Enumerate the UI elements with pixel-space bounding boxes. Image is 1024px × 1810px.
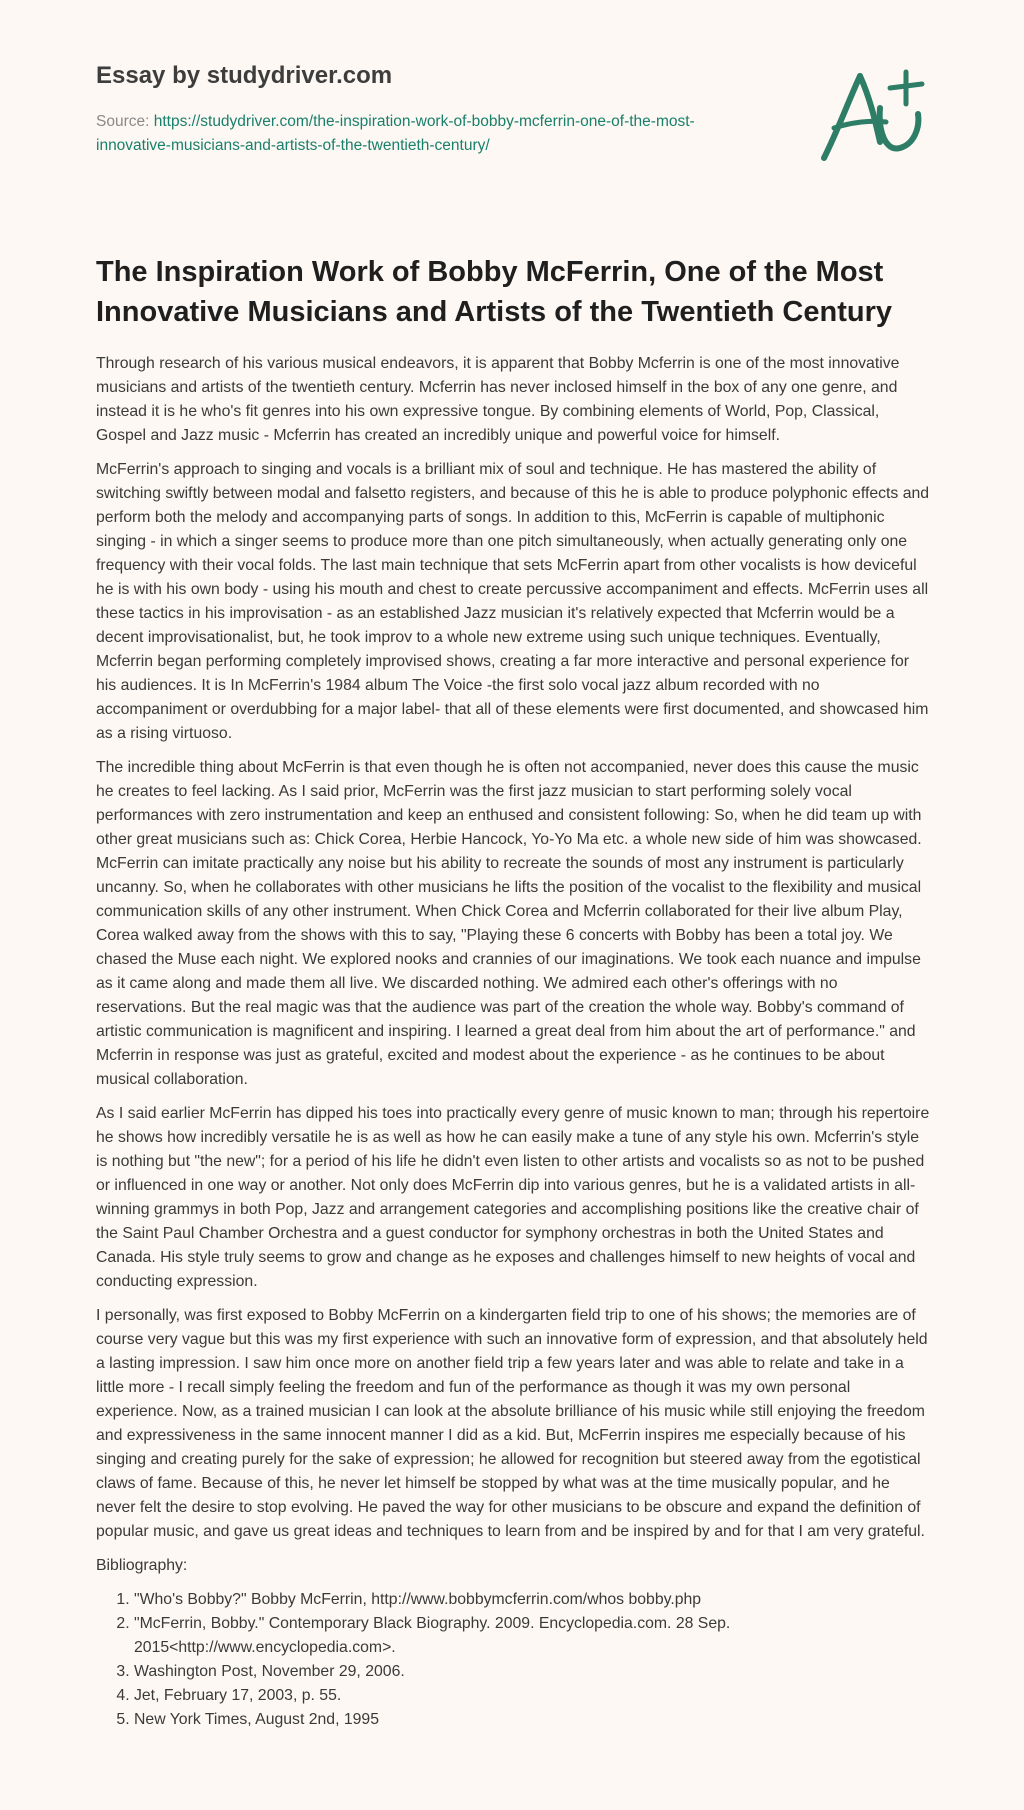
site-title: Essay by studydriver.com — [96, 62, 393, 89]
bibliography-heading: Bibliography: — [96, 1557, 188, 1574]
essay-body — [96, 352, 930, 1732]
source-label: Source: — [96, 113, 154, 130]
bibliography-list — [96, 1588, 930, 1732]
site-header — [96, 0, 930, 180]
source-link[interactable]: https://studydriver.com/the-inspiration-work-of-bobby-mcferrin-one-of-the-most-innovative-musicians-and-artists-of-the-twentieth-century/ — [96, 113, 695, 154]
paragraph: McFerrin's approach to singing and vocals is a brilliant mix of soul and technique. He has mastered the ability of switching swiftly between modal and falsetto registers, and because of this he is able to produce polyphonic effects and perform both the melody and accompanying parts of songs. In addition to this, McFerrin is capable of multiphonic singing - in which a singer seems to produce more than one pitch simultaneously, when actually generating only one frequency with their vocal folds. The last main technique that sets McFerrin apart from other vocalists is how deviceful he is with his own body - using his mouth and chest to create percussive accompaniment and effects. McFerrin uses all these tactics in his improvisation - as an established Jazz musician it's relatively expected that Mcferrin would be a decent improvisationalist, but, he took improv to a whole new extreme using such unique techniques. Eventually, Mcferrin began performing completely improvised shows, creating a far more interactive and personal experience for his audiences. It is In McFerrin's 1984 album The Voice -the first solo vocal jazz album recorded with no accompaniment or overdubbing for a major label- that all of these elements were first documented, and showcased him as a rising virtuoso. — [96, 461, 930, 742]
bibliography-item: 5. New York Times, August 2nd, 1995 — [134, 1708, 930, 1732]
a-plus-logo-icon — [820, 68, 930, 168]
essay-title: The Inspiration Work of Bobby McFerrin, One of the Most Innovative Musicians and Artists of the Twentieth Century — [96, 256, 892, 328]
bibliography-item: 3. Washington Post, November 29, 2006. — [134, 1660, 930, 1684]
paragraph: I personally, was first exposed to Bobby McFerrin on a kindergarten field trip to one of his shows; the memories are of course very vague but this was my first experience with such an innovative form of expression, and that absolutely held a lasting impression. I saw him once more on another field trip a few years later and was able to relate and take in a little more - I recall simply feeling the freedom and fun of the performance as though it was my own personal experience. Now, as a trained musician I can look at the absolute brilliance of his music while still enjoying the freedom and expressiveness in the same innocent manner I did as a kid. But, McFerrin inspires me especially because of his singing and creating purely for the sake of expression; he allowed for recognition but steered away from the egotistical claws of fame. Because of this, he never let himself be stopped by what was at the time musically popular, and he never felt the desire to stop evolving. He paved the way for other musicians to be obscure and expand the definition of popular music, and gave us great ideas and techniques to learn from and be inspired by and for that I am very grateful. — [96, 1307, 928, 1540]
paragraph: The incredible thing about McFerrin is that even though he is often not accompanied, never does this cause the music he creates to feel lacking. As I said prior, McFerrin was the first jazz musician to start performing solely vocal performances with zero instrumentation and keep an enthused and consistent following: So, when he did team up with other great musicians such as: Chick Corea, Herbie Hancock, Yo-Yo Ma etc. a whole new side of him was showcased. McFerrin can imitate practically any noise but his ability to recreate the sounds of most any instrument is particularly uncanny. So, when he collaborates with other musicians he lifts the position of the vocalist to the flexibility and musical communication skills of any other instrument. When Chick Corea and Mcferrin collaborated for their live album Play, Corea walked away from the shows with this to say, "Playing these 6 concerts with Bobby has been a total joy. We chased the Muse each night. We explored nooks and crannies of our imaginations. We took each nuance and impulse as it came along and made them all live. We discarded nothing. We admired each other's offerings with no reservations. But the real magic was that the audience was part of the creation the whole way. Bobby's command of artistic communication is magnificent and inspiring. I learned a great deal from him about the art of performance." and Mcferrin in response was just as grateful, excited and modest about the experience - as he continues to be about musical collaboration. — [96, 759, 922, 1088]
bibliography-item: 2. "McFerrin, Bobby." Contemporary Black Biography. 2009. Encyclopedia.com. 28 Sep. 2015<http://www.encyclopedia.com>. — [134, 1612, 930, 1660]
paragraph: As I said earlier McFerrin has dipped his toes into practically every genre of music known to man; through his repertoire he shows how incredibly versatile he is as well as how he can easily make a tune of any style his own. Mcferrin's style is nothing but "the new"; for a period of his life he didn't even listen to other artists and vocalists so as not to be pushed or influenced in one way or another. Not only does McFerrin dip into various genres, but he is a validated artists in all-winning grammys in both Pop, Jazz and arrangement categories and accomplishing positions like the creative chair of the Saint Paul Chamber Orchestra and a guest conductor for symphony orchestras in both the United States and Canada. His style truly seems to grow and change as he exposes and challenges himself to new heights of vocal and conducting expression. — [96, 1105, 930, 1290]
essay-page — [96, 0, 930, 1728]
bibliography-item: 1. "Who's Bobby?" Bobby McFerrin, http://www.bobbymcferrin.com/whos bobby.php — [134, 1588, 930, 1612]
bibliography-item: 4. Jet, February 17, 2003, p. 55. — [134, 1684, 930, 1708]
paragraph: Through research of his various musical endeavors, it is apparent that Bobby Mcferrin is one of the most innovative musicians and artists of the twentieth century. Mcferrin has never inclosed himself in the box of any one genre, and instead it is he who's fit genres into his own expressive tongue. By combining elements of World, Pop, Classical, Gospel and Jazz music - Mcferrin has created an incredibly unique and powerful voice for himself. — [96, 355, 900, 444]
source-line — [96, 110, 756, 158]
